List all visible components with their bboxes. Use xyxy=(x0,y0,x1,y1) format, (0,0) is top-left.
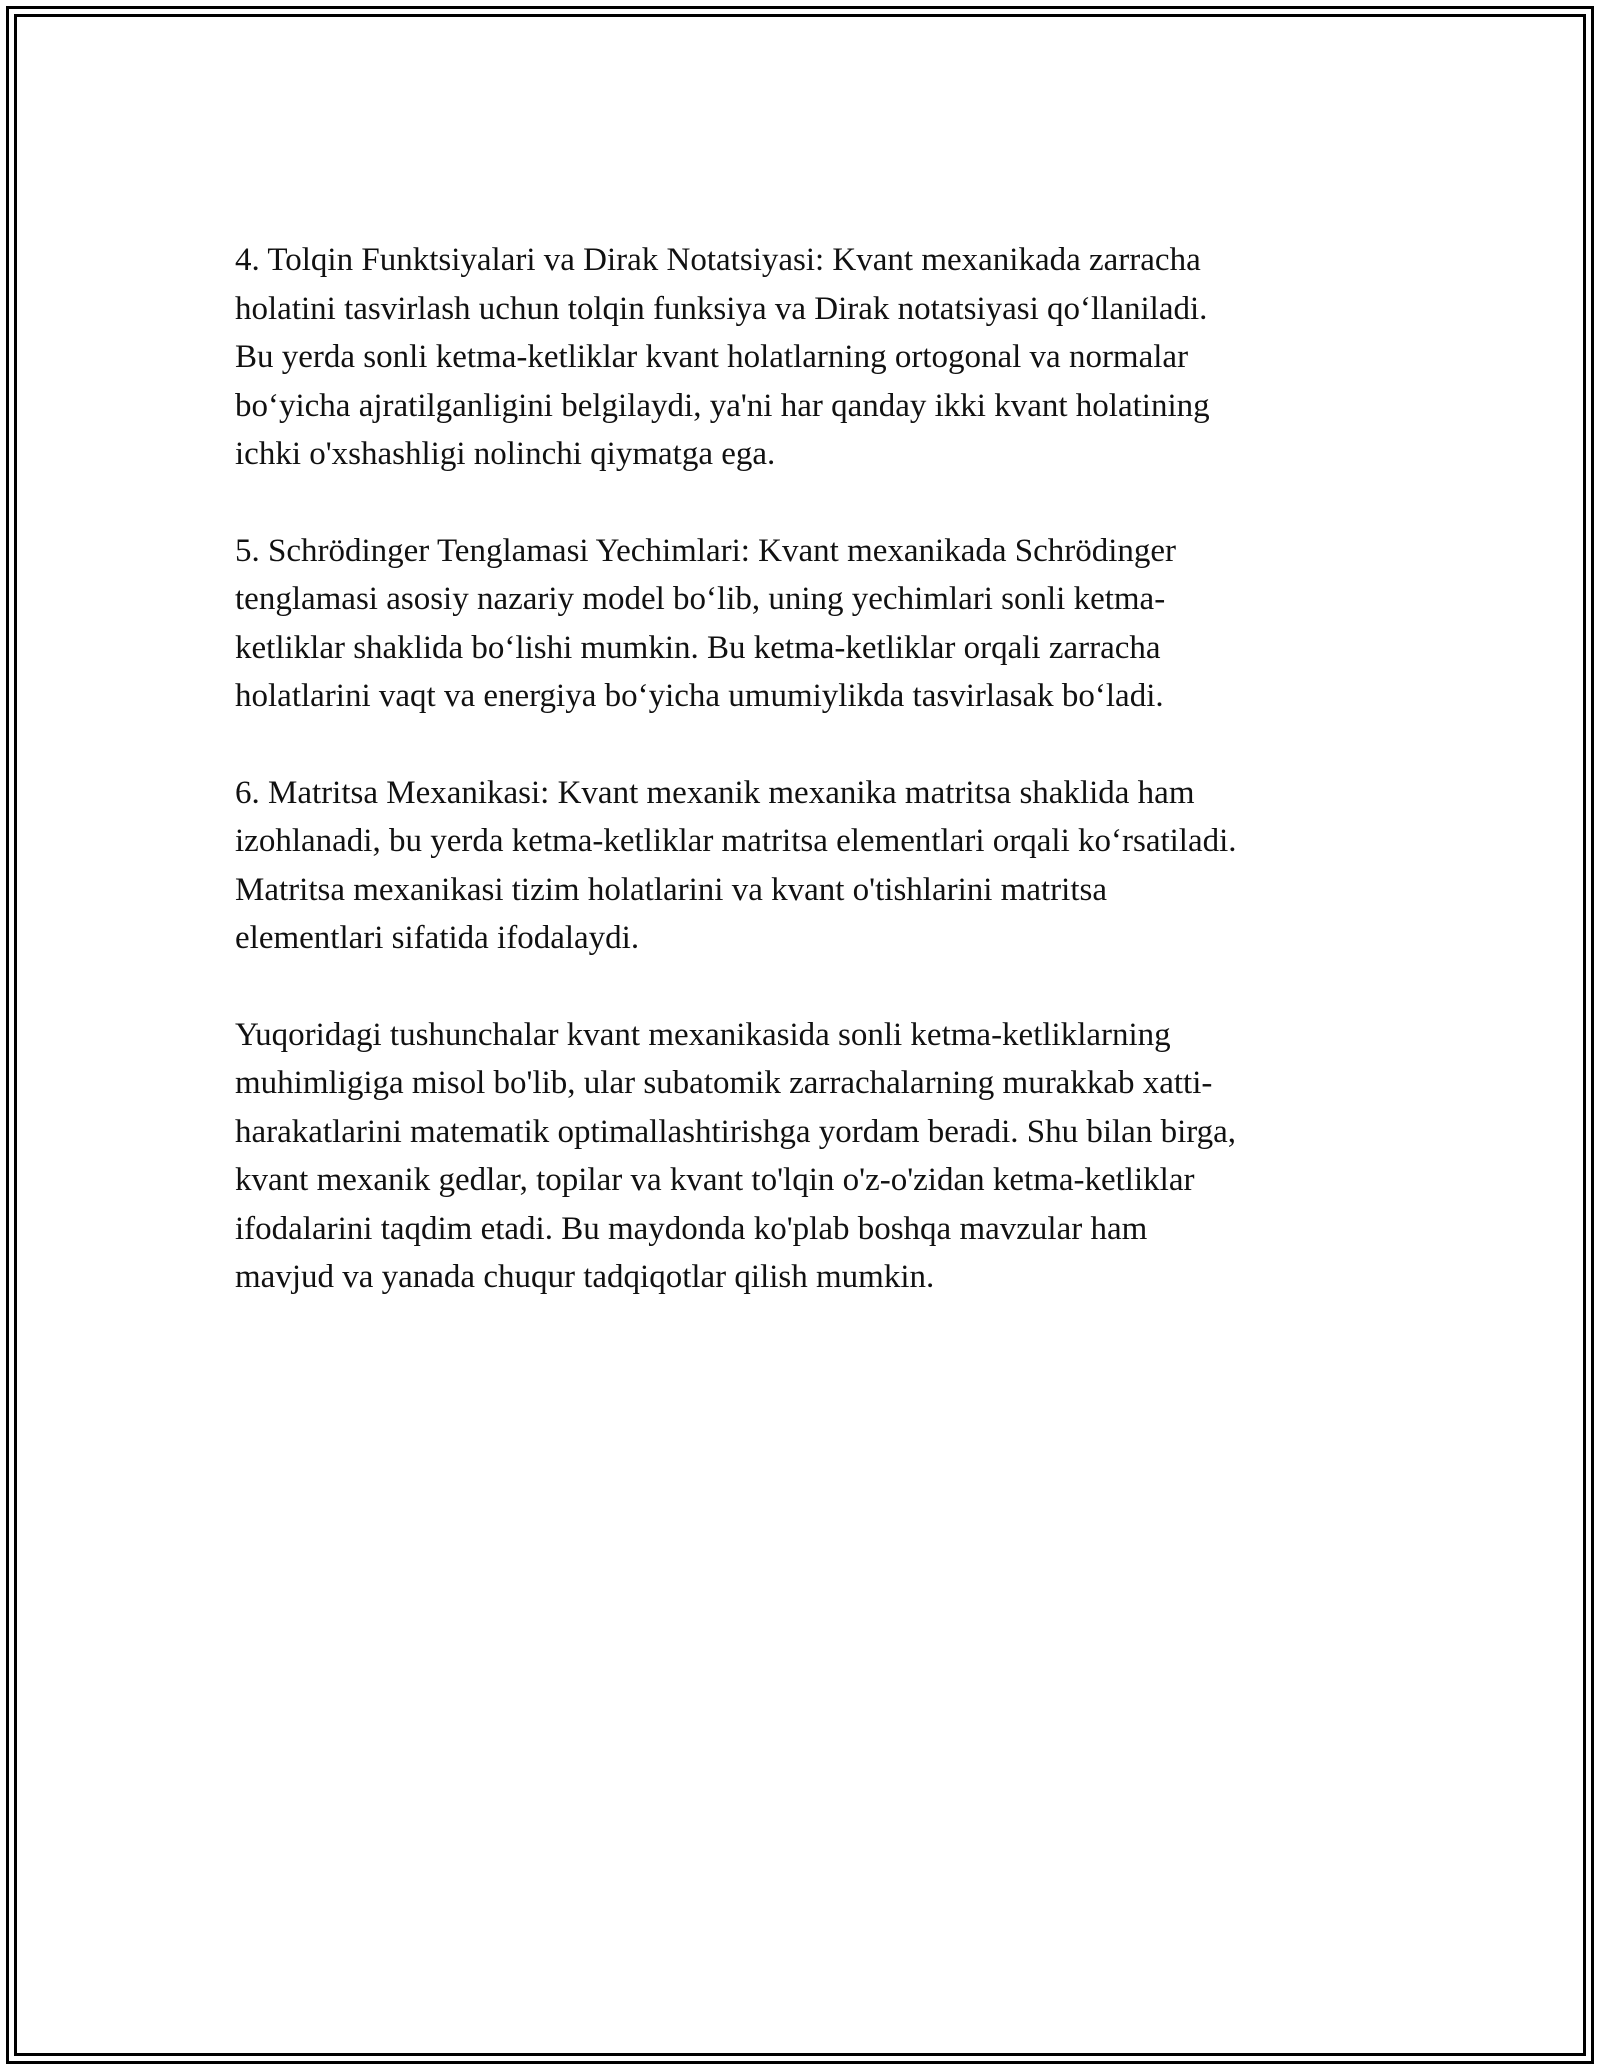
text-line: 4. Tolqin Funktsiyalari va Dirak Notatsiyasi: Kvant mexanikada zarracha xyxy=(235,242,1201,278)
text-line: harakatlarini matematik optimallashtirishga yordam beradi. Shu bilan birga, xyxy=(235,1113,1237,1150)
text-line: kvant mexanik gedlar, topilar va kvant to'lqin o'z-o'zidan ketma-ketliklar xyxy=(235,1162,1195,1198)
text-line: ichki o'xshashligi nolinchi qiymatga ega. xyxy=(235,436,776,472)
paragraph-schrodinger xyxy=(235,527,1375,721)
text-line: izohlanadi, bu yerda ketma-ketliklar matritsa elementlari orqali ko‘rsatiladi. xyxy=(235,823,1237,859)
text-line: holatini tasvirlash uchun tolqin funksiya va Dirak notatsiyasi qo‘llaniladi. xyxy=(235,290,1208,327)
text-line: bo‘yicha ajratilganligini belgilaydi, ya'ni har qanday ikki kvant holatining xyxy=(235,387,1210,424)
text-line: tenglamasi asosiy nazariy model bo‘lib, uning yechimlari sonli ketma- xyxy=(235,581,1166,617)
text-line: Matritsa mexanikasi tizim holatlarini va kvant o'tishlarini matritsa xyxy=(235,871,1107,908)
paragraph-matrix-mechanics xyxy=(235,769,1375,963)
text-line: ifodalarini taqdim etadi. Bu maydonda ko'plab boshqa mavzular ham xyxy=(235,1210,1148,1247)
text-line: 6. Matritsa Mexanikasi: Kvant mexanik mexanika matritsa shaklida ham xyxy=(235,774,1195,811)
text-line: Bu yerda sonli ketma-ketliklar kvant holatlarning ortogonal va normalar xyxy=(235,339,1189,375)
text-line: Yuqoridagi tushunchalar kvant mexanikasida sonli ketma-ketliklarning xyxy=(235,1016,1171,1053)
paragraph-wave-functions xyxy=(235,236,1375,479)
text-line: holatlarini vaqt va energiya bo‘yicha umumiylikda tasvirlasak bo‘ladi. xyxy=(235,678,1164,714)
document-body xyxy=(235,236,1375,1350)
text-line: elementlari sifatida ifodalaydi. xyxy=(235,920,640,956)
text-line: muhimligiga misol bo'lib, ular subatomik zarrachalarning murakkab xatti- xyxy=(235,1065,1213,1101)
paragraph-conclusion xyxy=(235,1011,1375,1302)
text-line: ketliklar shaklida bo‘lishi mumkin. Bu ketma-ketliklar orqali zarracha xyxy=(235,629,1161,666)
text-line: mavjud va yanada chuqur tadqiqotlar qilish mumkin. xyxy=(235,1259,935,1295)
text-line: 5. Schrödinger Tenglamasi Yechimlari: Kvant mexanikada Schrödinger xyxy=(235,532,1177,569)
